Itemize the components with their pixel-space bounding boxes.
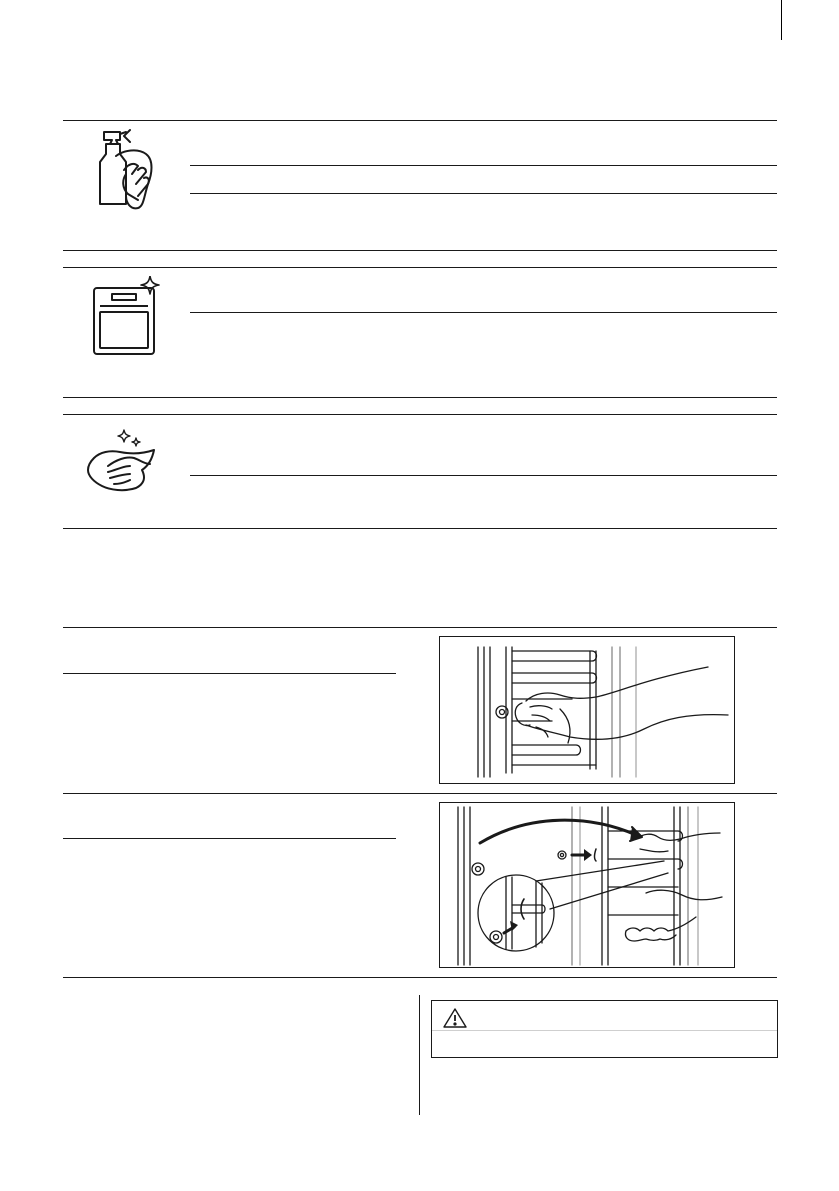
oven-sparkle-icon <box>92 276 164 358</box>
table-row-rule <box>63 250 777 251</box>
table-inner-rule <box>190 312 777 313</box>
spray-bottle-cloth-icon <box>94 126 158 210</box>
table-bottom-rule <box>63 528 777 529</box>
crop-mark <box>781 0 782 40</box>
table-inner-rule <box>190 165 777 166</box>
shelf-support-install-arrow-icon <box>440 803 734 967</box>
warning-header-rule <box>432 1030 777 1031</box>
table-top-rule <box>63 414 777 415</box>
column-divider <box>419 995 420 1115</box>
hand-cloth-sparkle-icon <box>84 426 166 496</box>
figure-shelf-support-install <box>439 802 735 968</box>
warning-box <box>431 1000 778 1058</box>
table-row-rule <box>63 397 777 398</box>
step-rule <box>63 627 777 628</box>
step-rule <box>63 793 777 794</box>
hand-pulling-shelf-support-icon <box>440 637 734 783</box>
table-top-rule <box>63 267 777 268</box>
step-text-rule <box>63 838 396 839</box>
warning-triangle-icon <box>442 1007 468 1029</box>
table-inner-rule <box>190 193 777 194</box>
table-top-rule <box>63 120 777 121</box>
figure-shelf-support-remove <box>439 636 735 784</box>
step-rule <box>63 977 777 978</box>
table-inner-rule <box>190 475 777 476</box>
step-text-rule <box>63 673 396 674</box>
